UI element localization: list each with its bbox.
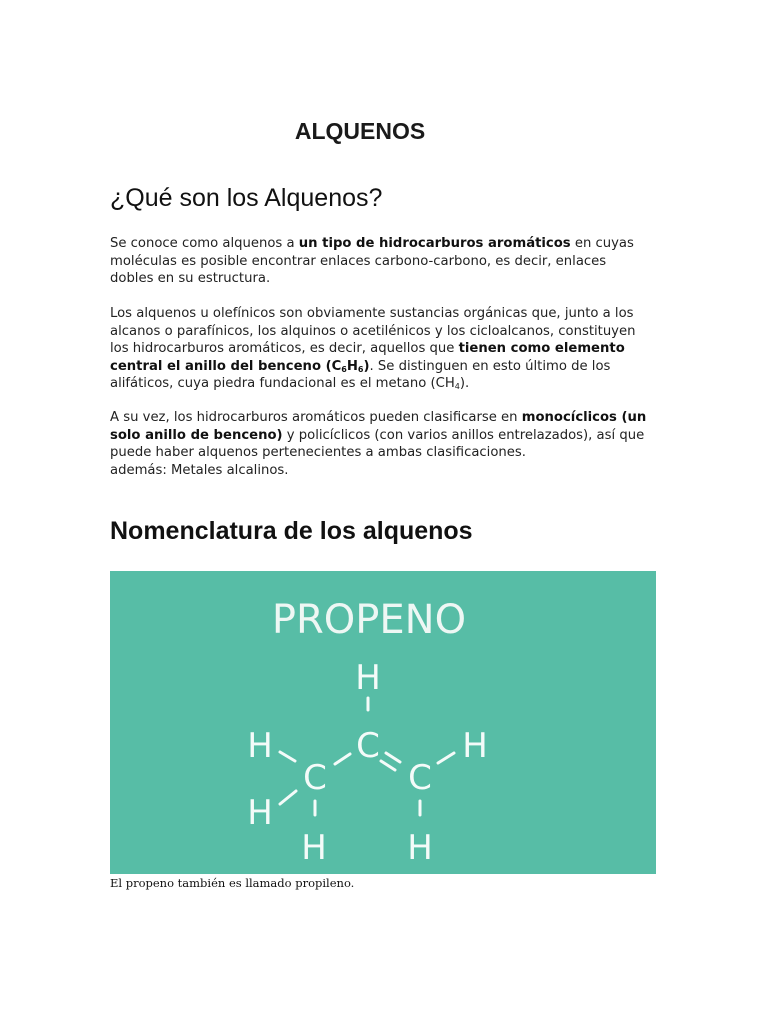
atom-h-left-upper: H — [247, 726, 273, 766]
subscript: 4 — [454, 382, 460, 392]
atom-h-right: H — [462, 726, 488, 766]
atom-h-left-lower: H — [247, 793, 273, 833]
atom-h-top: H — [355, 658, 381, 698]
atom-h-bottom-left: H — [301, 828, 327, 868]
atom-c-center: C — [356, 726, 380, 766]
subscript: 6 — [357, 364, 364, 374]
paragraph-text: ). — [459, 376, 470, 392]
propene-diagram — [110, 571, 656, 874]
paragraph-text: en cuyas moléculas es posible encontrar enlaces carbono-carbono, es decir, enlaces dobles en su estructura. — [110, 236, 634, 287]
bold-text: un tipo de hidrocarburos aromáticos — [298, 236, 571, 251]
paragraph-text: Se conoce como alquenos a — [110, 236, 299, 251]
figure-title: PROPENO — [271, 597, 467, 643]
paragraph-text: además: Metales alcalinos. — [110, 462, 289, 478]
paragraph-text: . Se distinguen en esto último de los alifáticos, cuya piedra fundacional es el metano (CH — [110, 358, 611, 392]
paragraph-classification — [110, 409, 650, 479]
document-title: ALQUENOS — [294, 118, 426, 144]
paragraph-text: y policíclicos (con varios anillos entrelazados), así que puede haber alquenos pertenecientes a ambas clasificaciones. — [110, 427, 645, 461]
bold-text: monocíclicos (un solo anillo de benceno) — [110, 410, 647, 443]
bold-text-part: ) — [363, 358, 370, 374]
figure-caption: El propeno también es llamado propileno. — [110, 876, 355, 890]
atom-c-right: C — [408, 758, 432, 798]
paragraph-text: Los alquenos u olefínicos son obviamente sustancias orgánicas que, junto a los alcanos o parafínicos, los alquinos o acetilénicos y los cicloalcanos, constituyen los hidrocarburos aromáticos, es decir, aquellos que — [110, 306, 636, 357]
propene-structure-figure — [110, 571, 656, 874]
paragraph-text: A su vez, los hidrocarburos aromáticos pueden clasificarse en — [110, 410, 522, 425]
section-heading-nomenclature: Nomenclatura de los alquenos — [110, 517, 473, 545]
paragraph-definition — [110, 235, 650, 288]
bold-text-part: H — [346, 358, 358, 374]
atom-c-left: C — [303, 758, 327, 798]
paragraph-aromatic-hydrocarbons — [110, 305, 650, 393]
bold-text-part: tienen como elemento central el anillo del benceno (C — [110, 341, 625, 374]
subscript: 6 — [341, 364, 347, 374]
section-heading-what-are-alkenes: ¿Qué son los Alquenos? — [110, 184, 383, 212]
atom-h-bottom-right: H — [407, 828, 433, 868]
